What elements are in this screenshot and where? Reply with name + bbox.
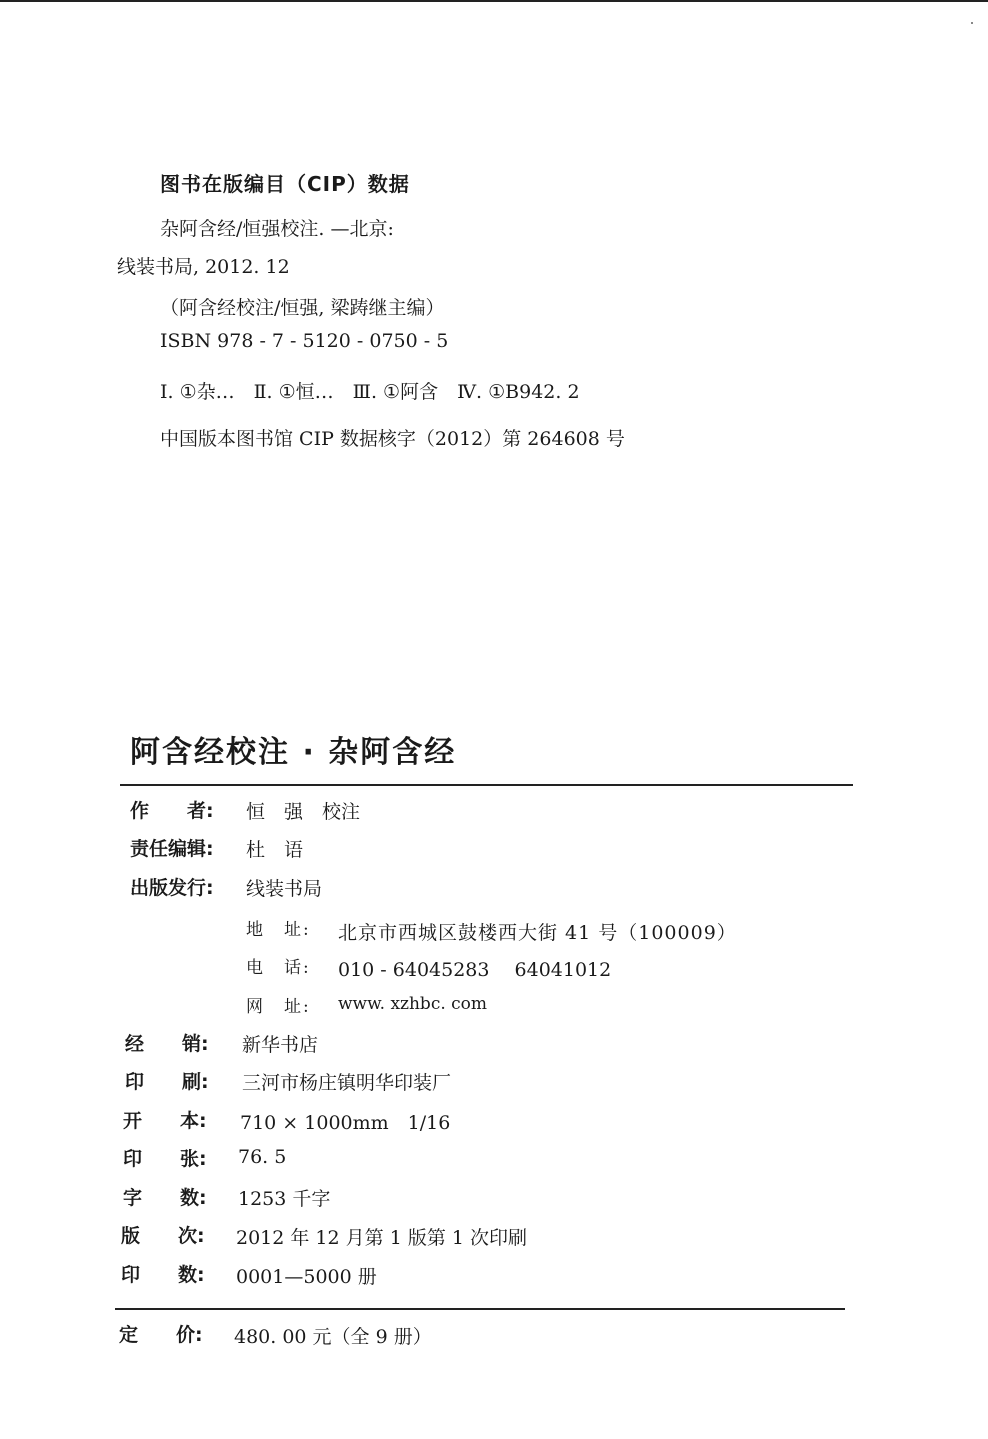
sheets-label: 印 张: — [123, 1148, 207, 1170]
cip-series-line: （阿含经校注/恒强, 梁踌继主编） — [160, 297, 445, 319]
distributor-label: 经 销: — [125, 1033, 209, 1055]
edition-value: 2012 年 12 月第 1 版第 1 次印刷 — [236, 1227, 527, 1249]
website-label: 网 址: — [246, 997, 311, 1017]
scan-speck — [971, 22, 973, 24]
book-title: 阿含经校注 · 杂阿含经 — [130, 735, 457, 770]
printer-label: 印 刷: — [125, 1071, 209, 1093]
top-border — [0, 0, 988, 2]
phone-value: 010 - 64045283 64041012 — [338, 959, 612, 981]
print-run-value: 0001—5000 册 — [236, 1266, 377, 1288]
printer-value: 三河市杨庄镇明华印装厂 — [242, 1072, 452, 1094]
print-run-label: 印 数: — [121, 1264, 205, 1286]
publisher-label: 出版发行: — [130, 877, 214, 899]
cip-publisher-line: 线装书局, 2012. 12 — [117, 256, 290, 278]
format-label: 开 本: — [123, 1110, 207, 1132]
author-value: 恒 强 校注 — [246, 801, 361, 823]
price-divider — [115, 1308, 845, 1310]
editor-value: 杜 语 — [246, 839, 304, 861]
title-divider — [120, 784, 853, 786]
address-label: 地 址: — [246, 920, 311, 940]
publisher-value: 线装书局 — [246, 878, 323, 900]
cip-classification: Ⅰ. ①杂… Ⅱ. ①恒… Ⅲ. ①阿含 Ⅳ. ①B942. 2 — [160, 381, 580, 403]
word-count-label: 字 数: — [123, 1187, 207, 1209]
cip-number: 中国版本图书馆 CIP 数据核字（2012）第 264608 号 — [160, 428, 625, 450]
cip-heading: 图书在版编目（CIP）数据 — [160, 172, 410, 196]
price-value: 480. 00 元（全 9 册） — [234, 1326, 432, 1348]
cip-isbn: ISBN 978 - 7 - 5120 - 0750 - 5 — [160, 330, 449, 352]
website-value: www. xzhbc. com — [338, 994, 488, 1014]
price-label: 定 价: — [119, 1324, 203, 1346]
author-label: 作 者: — [130, 800, 214, 822]
distributor-value: 新华书店 — [242, 1034, 319, 1056]
cip-title-line: 杂阿含经/恒强校注. —北京: — [160, 218, 394, 240]
format-value: 710 × 1000mm 1/16 — [240, 1112, 451, 1134]
edition-label: 版 次: — [121, 1225, 205, 1247]
sheets-value: 76. 5 — [238, 1146, 287, 1168]
word-count-value: 1253 千字 — [238, 1188, 331, 1210]
editor-label: 责任编辑: — [130, 838, 214, 860]
phone-label: 电 话: — [246, 958, 311, 978]
address-value: 北京市西城区鼓楼西大街 41 号（100009） — [338, 922, 737, 944]
